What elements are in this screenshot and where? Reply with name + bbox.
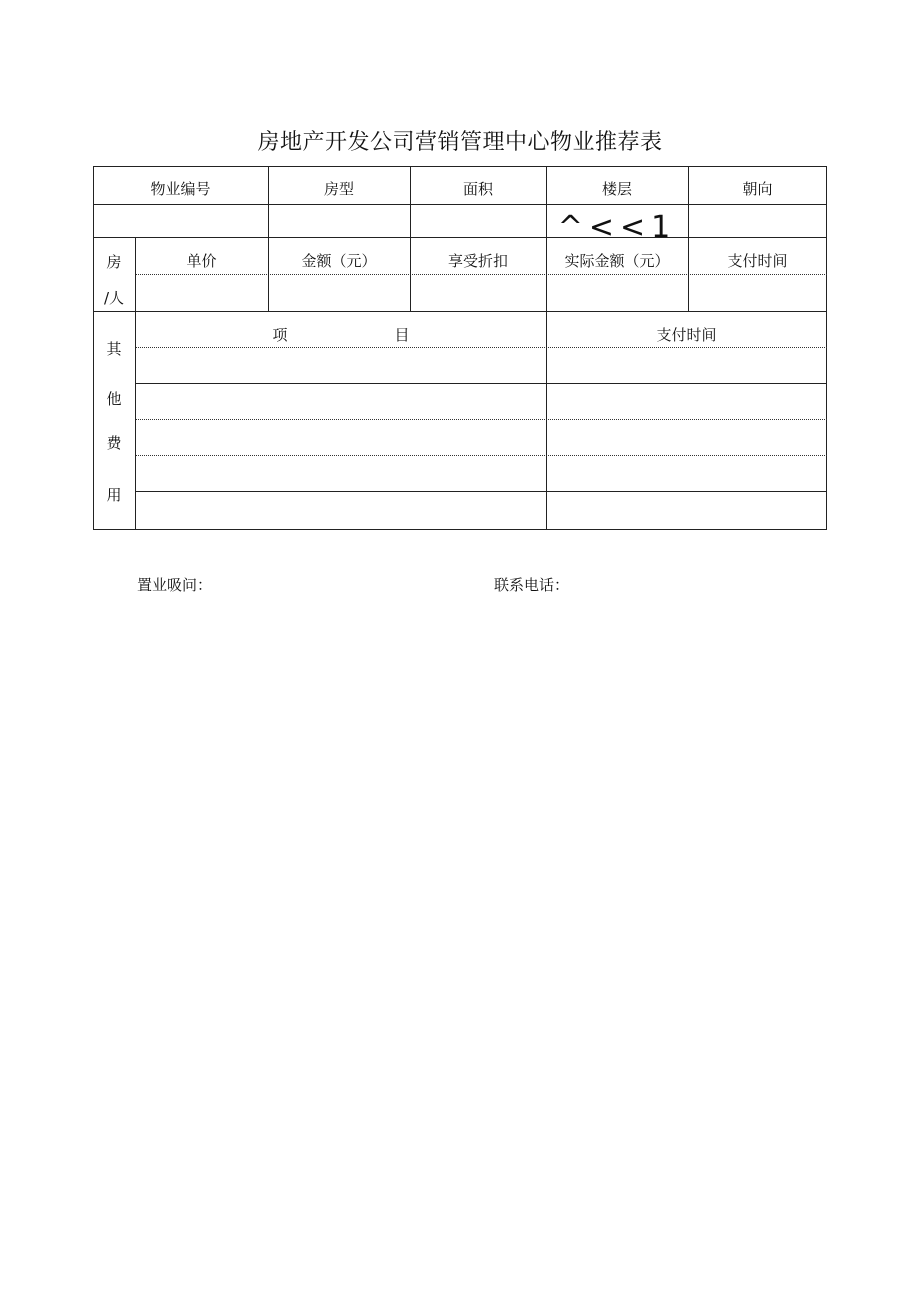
actual-amount-value-cell[interactable] [546,275,688,311]
header-area: 面积 [462,180,493,198]
header-item-1: 项 [272,326,288,344]
discount-value-cell[interactable] [410,275,546,311]
col-unit-price: 单价 [186,252,217,270]
row-divider [93,237,827,238]
value-area[interactable] [410,205,546,237]
side-label-room: 房 [106,253,122,271]
header-property-no: 物业编号 [150,180,211,198]
fee-item-cell[interactable] [135,348,546,383]
col-discount: 享受折扣 [447,252,508,270]
side-label-fei: 费 [106,434,122,452]
col-actual-amount: 实际金额（元） [564,252,670,270]
side-label-qi: 其 [106,340,122,358]
phone-label: 联系电话： [494,576,570,594]
price-value-cell[interactable] [135,275,268,311]
fee-item-cell[interactable] [135,492,546,529]
fee-time-cell[interactable] [546,384,827,419]
fee-item-cell[interactable] [135,420,546,455]
header-item-2: 目 [394,326,410,344]
value-property-no[interactable] [93,205,268,237]
side-label-yong: 用 [106,486,122,504]
value-unit-type[interactable] [268,205,410,237]
amount-value-cell[interactable] [268,275,410,311]
header-floor: 楼层 [601,180,632,198]
col-payment-time: 支付时间 [727,252,788,270]
value-orientation[interactable] [688,205,827,237]
col-amount: 金额（元） [301,252,377,270]
fee-time-cell[interactable] [546,420,827,455]
fee-time-cell[interactable] [546,492,827,529]
fee-item-cell[interactable] [135,384,546,419]
payment-time-value-cell[interactable] [688,275,827,311]
fee-time-cell[interactable] [546,456,827,491]
consultant-label: 置业吸问： [137,576,213,594]
side-label-person: /人 [103,289,125,307]
page-title: 房地产开发公司营销管理中心物业推荐表 [257,130,663,155]
header-payment-time: 支付时间 [656,326,717,344]
row-divider [93,311,827,312]
side-label-ta: 他 [106,390,122,408]
fee-item-cell[interactable] [135,456,546,491]
header-orientation: 朝向 [742,180,773,198]
header-unit-type: 房型 [323,180,354,198]
fee-time-cell[interactable] [546,348,827,383]
value-floor[interactable]: ^<<1 [557,210,677,237]
